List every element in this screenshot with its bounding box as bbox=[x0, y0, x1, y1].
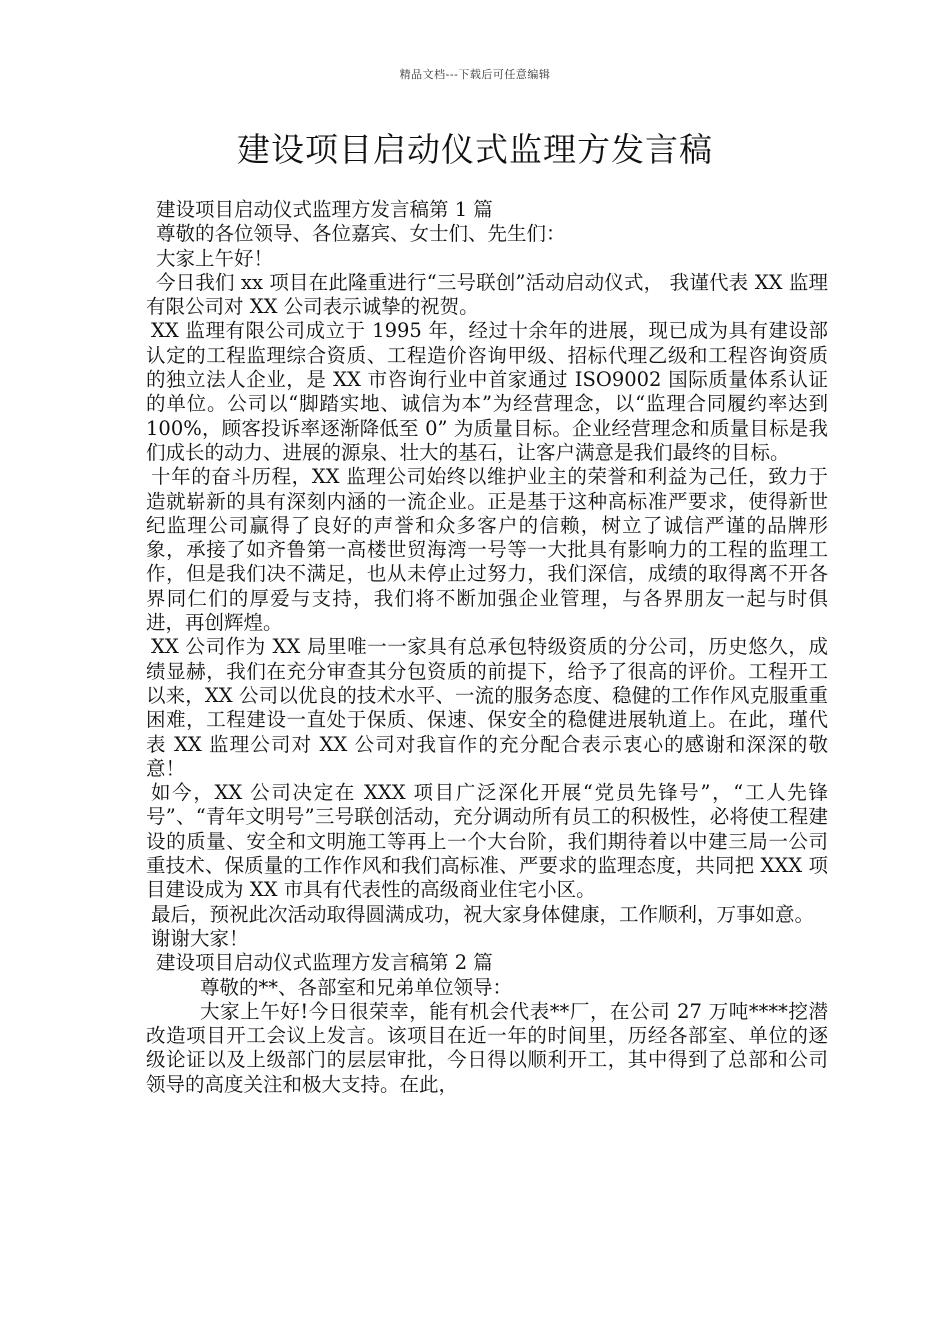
paragraph: 大家上午好！ bbox=[156, 246, 274, 270]
section-heading-1: 建设项目启动仪式监理方发言稿第 1 篇 bbox=[156, 198, 493, 221]
paragraph: 大家上午好!今日很荣幸，能有机会代表**厂，在公司 27 万吨****挖潜改造项目开工会议上发言。该项目在近一年的时间里，历经各部室、单位的逐级论证以及上级部门的层层审批，今日得以顺利开工，其中得到了总部和公司领导的高度关注和极大支持。在此， bbox=[146, 999, 828, 1096]
paragraph: 尊敬的**、各部室和兄弟单位领导： bbox=[200, 975, 513, 999]
paragraph: XX 公司作为 XX 局里唯一一家具有总承包特级资质的分公司，历史悠久，成绩显赫，我们在充分审查其分包资质的前提下，给予了很高的评价。工程开工以来，XX 公司以优良的技术水平、一流的服务态度、稳健的工作作风克服重重困难，工程建设一直处于保质、保速、保安全的稳健进展轨道上。在此，瑾代表 XX 监理公司对 XX 公司对我盲作的充分配合表示衷心的感谢和深深的敬意！ bbox=[146, 635, 828, 780]
section-heading-2: 建设项目启动仪式监理方发言稿第 2 篇 bbox=[156, 951, 493, 975]
header-note: 精品文档---下载后可任意编辑 bbox=[399, 68, 551, 81]
paragraph: XX 监理有限公司成立于 1995 年，经过十余年的进展，现已成为具有建设部认定的工程监理综合资质、工程造价咨询甲级、招标代理乙级和工程咨询资质的独立法人企业，是 XX 市咨询行业中首家通过 ISO9002 国际质量体系认证的单位。公司以“脚踏实地、诚信为本”为经营理念，以“监理合同履约率达到 100%，顾客投诉率逐渐降低至 0” 为质量目标。企业经营理念和质量目标是我们成长的动力、进展的源泉、壮大的基石，让客户满意是我们最终的目标。 bbox=[146, 319, 828, 464]
paragraph: 今日我们 xx 项目在此隆重进行“三号联创”活动启动仪式， 我谨代表 XX 监理有限公司对 XX 公司表示诚挚的祝贺。 bbox=[146, 270, 828, 319]
paragraph: 十年的奋斗历程，XX 监理公司始终以维护业主的荣誉和利益为己任，致力于造就崭新的具有深刻内涵的一流企业。正是基于这种高标准严要求，使得新世纪监理公司赢得了良好的声誉和众多客户的信赖，树立了诚信严谨的品牌形象，承接了如齐鲁第一高楼世贸海湾一号等一大批具有影响力的工程的监理工作，但是我们决不满足，也从未停止过努力，我们深信，成绩的取得离不开各界同仁们的厚爱与支持，我们将不断加强企业管理，与各界朋友一起与时俱进，再创辉煌。 bbox=[146, 465, 828, 635]
paragraph: 如今，XX 公司决定在 XXX 项目广泛深化开展“党员先锋号”，“工人先锋号”、“青年文明号”三号联创活动，充分调动所有员工的积极性，必将使工程建设的质量、安全和文明施工等再上一个大台阶，我们期待着以中建三局一公司重技术、保质量的工作作风和我们高标准、严要求的监理态度，共同把 XXX 项目建设成为 XX 市具有代表性的高级商业住宅小区。 bbox=[146, 781, 828, 902]
paragraph: 最后，预祝此次活动取得圆满成功，祝大家身体健康，工作顺利，万事如意。 bbox=[151, 902, 815, 926]
paragraph: 谢谢大家！ bbox=[151, 926, 249, 950]
document-body bbox=[146, 198, 828, 1097]
paragraph: 尊敬的各位领导、各位嘉宾、女士们、先生们： bbox=[156, 222, 566, 246]
document-title: 建设项目启动仪式监理方发言稿 bbox=[237, 130, 713, 169]
